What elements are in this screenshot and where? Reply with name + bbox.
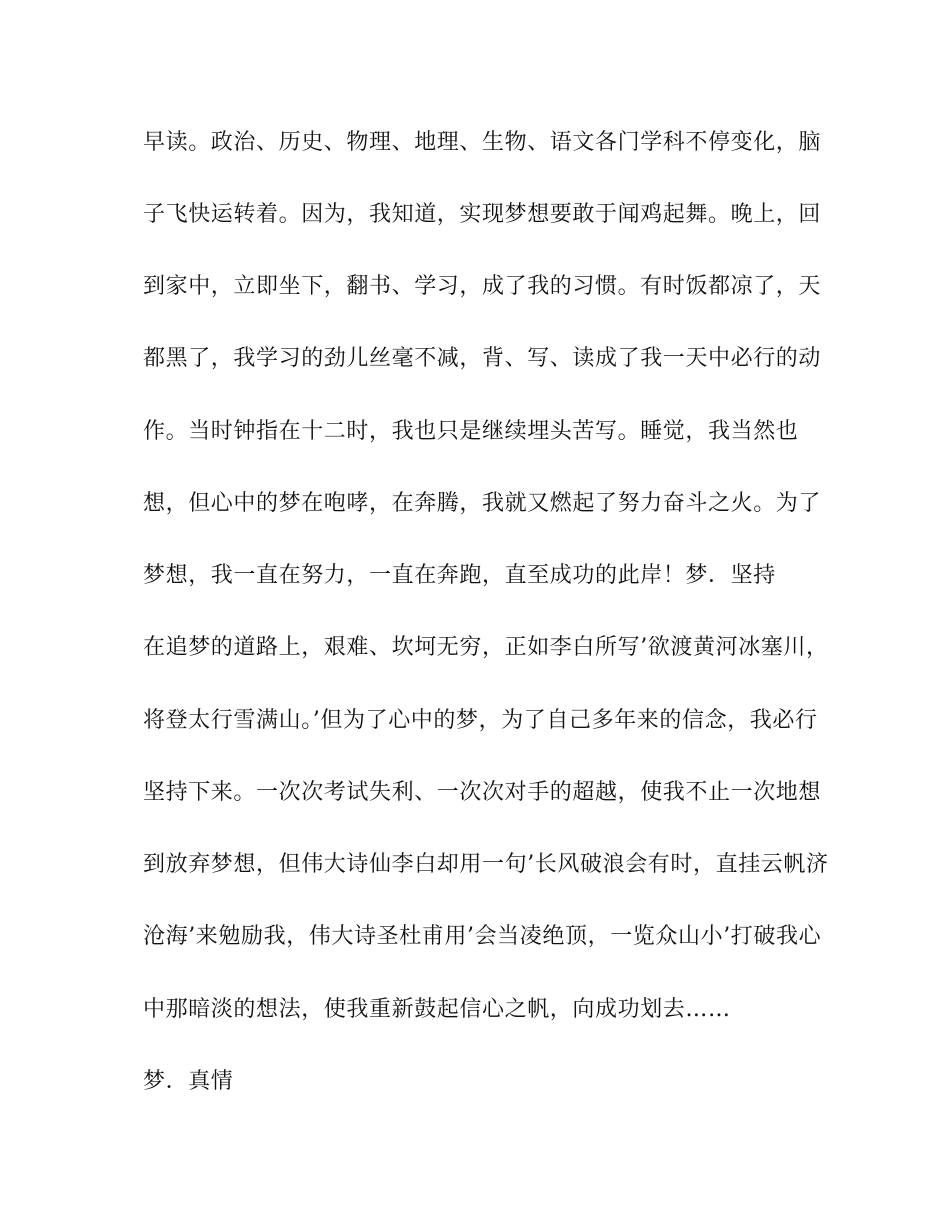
text-line: 将登太行雪满山。’但为了心中的梦，为了自己多年来的信念，我必行 <box>143 708 818 733</box>
text-line: 早读。政治、历史、物理、地理、生物、语文各门学科不停变化，脑 <box>143 130 822 155</box>
text-line: 坚持下来。一次次考试失利、一次次对手的超越，使我不止一次地想 <box>143 780 822 805</box>
text-line: 到放弃梦想，但伟大诗仙李白却用一句’长风破浪会有时，直挂云帆济 <box>143 852 829 877</box>
text-line: 想，但心中的梦在咆哮，在奔腾，我就又燃起了努力奋斗之火。为了 <box>143 491 822 516</box>
text-line: 子飞快运转着。因为，我知道，实现梦想要敢于闻鸡起舞。晚上，回 <box>143 202 822 227</box>
text-line: 都黑了，我学习的劲儿丝毫不减，背、写、读成了我一天中必行的动 <box>143 346 822 371</box>
text-line: 沧海’来勉励我，伟大诗圣杜甫用’会当凌绝顶，一览众山小’打破我心 <box>143 924 822 949</box>
text-line: 作。当时钟指在十二时，我也只是继续埋头苦写。睡觉，我当然也 <box>143 419 799 444</box>
text-line: 到家中，立即坐下，翻书、学习，成了我的习惯。有时饭都凉了，天 <box>143 274 822 299</box>
text-line: 在追梦的道路上，艰难、坎坷无穷，正如李白所写’欲渡黄河冰塞川， <box>143 635 829 660</box>
text-line: 梦想，我一直在努力，一直在奔跑，直至成功的此岸！梦．坚持 <box>143 563 776 588</box>
section-heading: 梦．真情 <box>143 1069 234 1094</box>
text-line: 中那暗淡的想法，使我重新鼓起信心之帆，向成功划去…… <box>143 997 731 1022</box>
